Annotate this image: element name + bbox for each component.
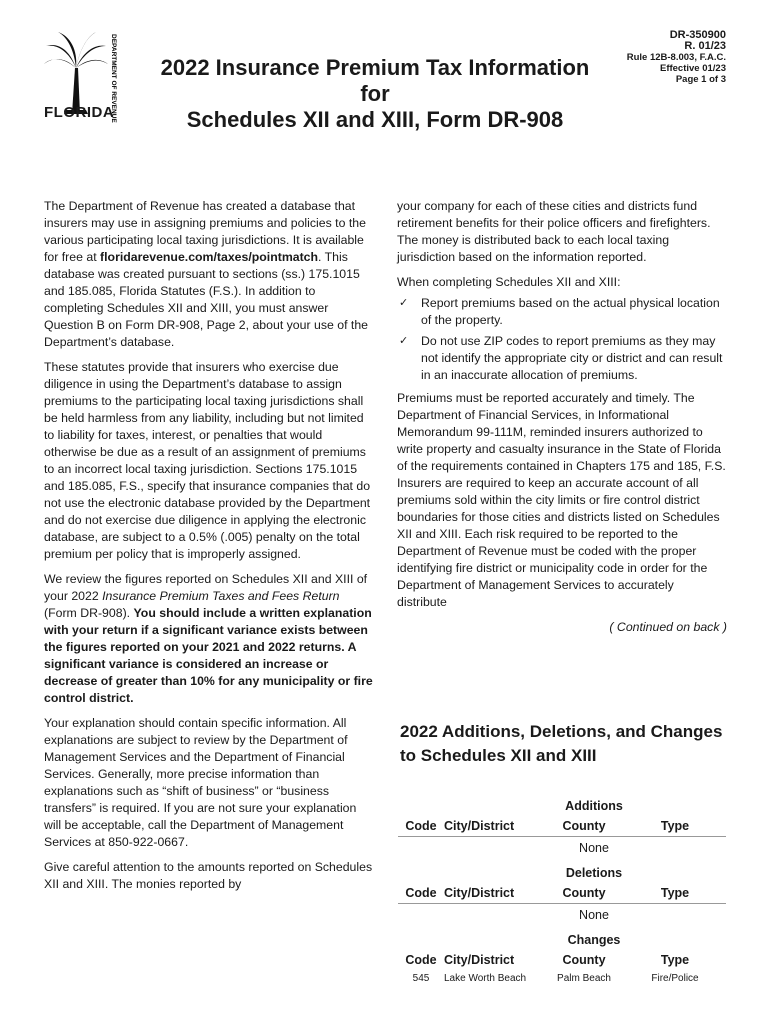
revision: R. 01/23	[684, 40, 726, 52]
checkmark-icon: ✓	[399, 297, 409, 309]
paragraph-accuracy: Premiums must be reported accurately and timely. The Department of Financial Services, in Informational Memorandum 99-111M, reminded insurers authorized to write property and casualty insurance in the State of Florida of the requirements contained in Chapters 175 and 185, F.S. Insurers are required to keep an accurate account of all premiums sold within the city limits or fire control district boundaries for those cities and districts listed on Schedules XII and XIII. Each risk required to be reported to the Department of Revenue must be coded with the proper identifying fire district or municipality code in order for the Department of Management Services to accurately distribute	[397, 391, 726, 609]
checklist	[397, 295, 727, 384]
table-header: Code City/District County Type	[398, 816, 726, 837]
left-column	[44, 198, 374, 901]
pointmatch-link[interactable]: floridarevenue.com/taxes/pointmatch	[100, 250, 319, 264]
palm-tree-icon	[44, 32, 108, 114]
form-info	[627, 30, 726, 85]
page-title: 2022 Insurance Premium Tax Information for Schedules XII and XIII, Form DR-908	[160, 55, 590, 132]
group-label-deletions: Deletions	[565, 866, 623, 880]
group-label-additions: Additions	[565, 799, 623, 813]
paragraph-when-completing: When completing Schedules XII and XIII:	[397, 275, 621, 289]
right-column	[397, 198, 727, 636]
list-item: ✓ Report premiums based on the actual physical location of the property.	[399, 296, 720, 327]
paragraph-explanation: Your explanation should contain specific information. All explanations are subject to review by the Department of Management Services and the Department of Financial Services. Generally, more precise information than explanations such as “shift of business” or “business transfers” is required. If you are not sure your explanation will be acceptable, call the Department of Management Services at 850-922-0667.	[44, 716, 357, 849]
logo-vertical-text: DEPARTMENT OF REVENUE	[110, 34, 117, 123]
paragraph-variance: We review the figures reported on Schedules XII and XIII of your 2022 Insurance Premium Taxes and Fees Return (Form DR-908). You should include a written explanation with your return if a significant variance exists between the figures reported on your 2021 and 2022 returns. A significant variance is considered an increase or decrease of greater than 10% for any municipality or fire control district.	[44, 572, 373, 705]
logo-text: FLORIDA	[44, 104, 115, 121]
none-entry: None	[579, 908, 609, 922]
paragraph-database: The Department of Revenue has created a database that insurers may use in assigning premiums and policies to the various participating local taxing jurisdictions. It is available for free at floridarevenue.com/taxes/pointmatch. This database was created pursuant to sections (ss.) 175.1015 and 185.085, Florida Statutes (F.S.). In addition to completing Schedules XII and XIII, you must answer Question B on Form DR-908, Page 2, about your use of the Department’s database.	[44, 199, 369, 349]
table-row: 545 Lake Worth Beach Palm Beach Fire/Police	[412, 973, 699, 984]
effective-date: Effective 01/23	[659, 63, 726, 74]
form-number: DR-350900	[669, 29, 726, 41]
rule: Rule 12B-8.003, F.A.C.	[626, 52, 726, 63]
paragraph-attention: Give careful attention to the amounts reported on Schedules XII and XIII. The monies reported by	[44, 860, 373, 891]
paragraph-statutes: These statutes provide that insurers who exercise due diligence in using the Department’s database to assign premiums to the participating local taxing jurisdictions shall be held harmless from any liability, including but not limited to liability for taxes, interest, or penalties that would otherwise be due as a result of an assignment of premiums to an incorrect local taxing jurisdiction. Sections 175.1015 and 185.085, F.S., specify that insurance companies that do not use the electronic database provided by the Department and do not exercise due diligence in applying the electronic database, are subject to a 0.5% (.005) penalty on the total premium per policy that is improperly assigned.	[44, 360, 371, 561]
list-item: ✓ Do not use ZIP codes to report premiums as they may not identify the appropriate city or district and can result in an inaccurate allocation of premiums.	[399, 334, 723, 382]
none-entry: None	[579, 841, 609, 855]
changes-section-title: 2022 Additions, Deletions, and Changes to Schedules XII and XIII	[400, 722, 723, 765]
table-header: Code City/District County Type	[398, 883, 726, 904]
checkmark-icon: ✓	[399, 335, 409, 347]
group-label-changes: Changes	[567, 933, 621, 947]
continued-note: ( Continued on back )	[609, 620, 727, 634]
table-header: Code City/District County Type	[405, 953, 690, 967]
page-number: Page 1 of 3	[675, 74, 726, 85]
changes-table	[398, 792, 726, 988]
paragraph-distribution: your company for each of these cities and districts fund retirement benefits for their police officers and firefighters. The money is distributed back to each local taxing jurisdiction based on the information reported.	[397, 199, 711, 264]
